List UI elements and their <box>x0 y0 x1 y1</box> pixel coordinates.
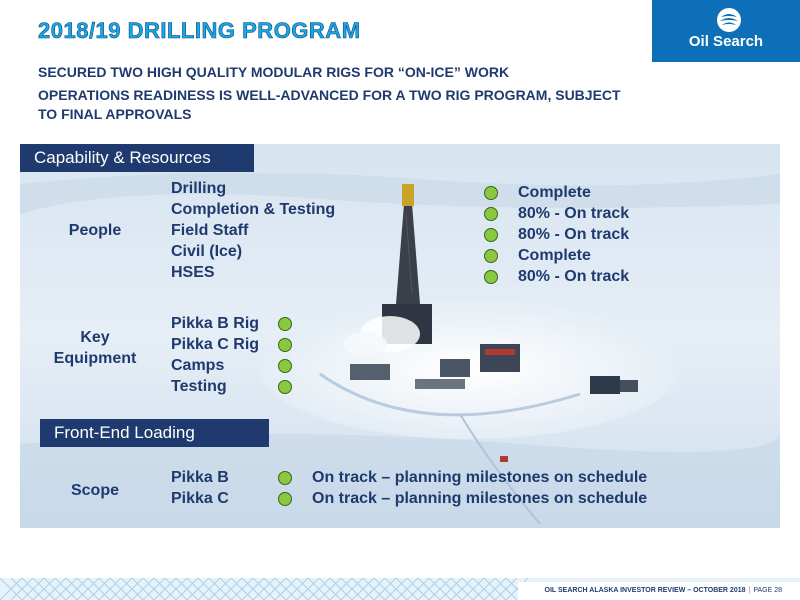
people-item: Field Staff <box>171 222 249 239</box>
equipment-item: Pikka B Rig <box>171 315 260 332</box>
status-text: Complete <box>518 184 591 201</box>
green-status-dot-icon <box>484 228 498 242</box>
equipment-item: Pikka C Rig <box>171 336 260 353</box>
status-row <box>484 203 629 224</box>
footer-text: OIL SEARCH ALASKA INVESTOR REVIEW – OCTOBER 2018 <box>544 587 746 594</box>
scope-label: Scope <box>70 482 119 499</box>
green-status-dot-icon <box>278 359 292 373</box>
equipment-item: Camps <box>171 357 225 374</box>
footer <box>518 582 800 600</box>
footer-separator: | <box>748 587 751 594</box>
scope-item: Pikka C <box>171 490 229 507</box>
status-text: Complete <box>518 247 591 264</box>
page-title: 2018/19 DRILLING PROGRAM <box>38 18 361 43</box>
green-status-dot-icon <box>278 338 292 352</box>
green-status-dot-icon <box>484 186 498 200</box>
equipment-item: Testing <box>171 378 227 395</box>
logo <box>652 0 800 62</box>
status-row <box>484 245 629 266</box>
people-item: Civil (Ice) <box>171 243 243 260</box>
scope-item: Pikka B <box>171 469 229 486</box>
section-header-frontend: Front-End Loading <box>40 419 269 447</box>
scope-list <box>171 467 229 509</box>
equipment-status-dots <box>278 313 292 397</box>
oil-search-emblem-icon <box>716 7 742 33</box>
status-row <box>278 488 647 509</box>
status-row <box>484 266 629 287</box>
people-item: Drilling <box>171 180 227 197</box>
status-text: 80% - On track <box>518 226 630 243</box>
green-status-dot-icon <box>278 317 292 331</box>
subtitle-rigs: SECURED TWO HIGH QUALITY MODULAR RIGS FOR “ON-ICE” WORK <box>38 64 510 80</box>
people-label: People <box>68 222 122 239</box>
status-row <box>484 182 629 203</box>
green-status-dot-icon <box>484 249 498 263</box>
green-status-dot-icon <box>278 471 292 485</box>
people-item: HSES <box>171 264 215 281</box>
status-text: On track – planning milestones on schedule <box>312 490 648 507</box>
logo-text: Oil Search <box>688 33 764 50</box>
status-row <box>484 224 629 245</box>
section-header-capability: Capability & Resources <box>20 144 254 172</box>
green-status-dot-icon <box>484 270 498 284</box>
scope-status-list <box>278 467 647 509</box>
page-number: PAGE 28 <box>753 587 782 594</box>
people-status-list <box>484 182 629 287</box>
green-status-dot-icon <box>484 207 498 221</box>
status-text: 80% - On track <box>518 205 630 222</box>
subtitle-readiness: OPERATIONS READINESS IS WELL-ADVANCED FOR A TWO RIG PROGRAM, SUBJECT TO FINAL APPROVALS <box>38 87 621 122</box>
equipment-list <box>171 313 259 397</box>
people-list <box>171 178 335 283</box>
status-text: On track – planning milestones on schedule <box>312 469 648 486</box>
status-row <box>278 467 647 488</box>
equipment-label: Key Equipment <box>53 329 137 367</box>
green-status-dot-icon <box>278 492 292 506</box>
green-status-dot-icon <box>278 380 292 394</box>
status-text: 80% - On track <box>518 268 630 285</box>
people-item: Completion & Testing <box>171 201 336 218</box>
